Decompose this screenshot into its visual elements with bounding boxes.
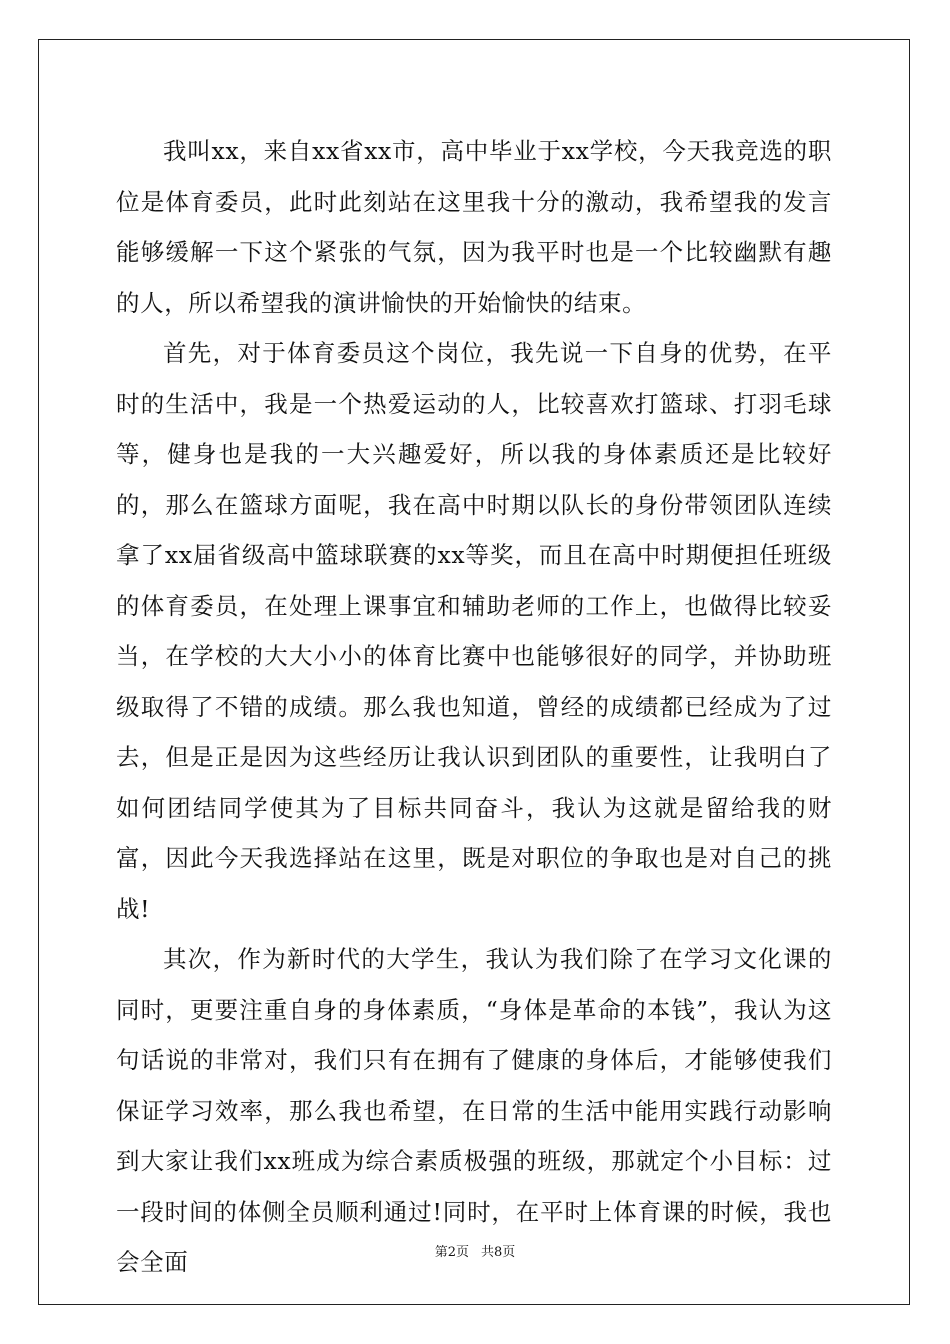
- paragraph-1: 我叫xx，来自xx省xx市，高中毕业于xx学校，今天我竞选的职位是体育委员，此时此刻站在这里我十分的激动，我希望我的发言能够缓解一下这个紧张的气氛，因为我平时也是一个比较幽默有趣的人，所以希望我的演讲愉快的开始愉快的结束。: [116, 137, 832, 317]
- total-pages: 共8页: [481, 1245, 516, 1260]
- paragraph-3: 其次，作为新时代的大学生，我认为我们除了在学习文化课的同时，更要注重自身的身体素质，“身体是革命的本钱”，我认为这句话说的非常对，我们只有在拥有了健康的身体后，才能够使我们保证学习效率，那么我也希望，在日常的生活中能用实践行动影响到大家让我们xx班成为综合素质极强的班级，那就定个小目标：过一段时间的体侧全员顺利通过!同时，在平时上体育课的时候，我也会全面: [116, 945, 832, 1276]
- page-footer: [0, 1244, 950, 1262]
- page-number: 第2页: [434, 1245, 469, 1260]
- paragraph-2: 首先，对于体育委员这个岗位，我先说一下自身的优势，在平时的生活中，我是一个热爱运动的人，比较喜欢打篮球、打羽毛球等，健身也是我的一大兴趣爱好，所以我的身体素质还是比较好的，那么在篮球方面呢，我在高中时期以队长的身份带领团队连续拿了xx届省级高中篮球联赛的xx等奖，而且在高中时期便担任班级的体育委员，在处理上课事宜和辅助老师的工作上，也做得比较妥当，在学校的大大小小的体育比赛中也能够很好的同学，并协助班级取得了不错的成绩。那么我也知道，曾经的成绩都已经成为了过去，但是正是因为这些经历让我认识到团队的重要性，让我明白了如何团结同学使其为了目标共同奋斗，我认为这就是留给我的财富，因此今天我选择站在这里，既是对职位的争取也是对自己的挑战!: [116, 339, 832, 923]
- document-body: [116, 126, 832, 1288]
